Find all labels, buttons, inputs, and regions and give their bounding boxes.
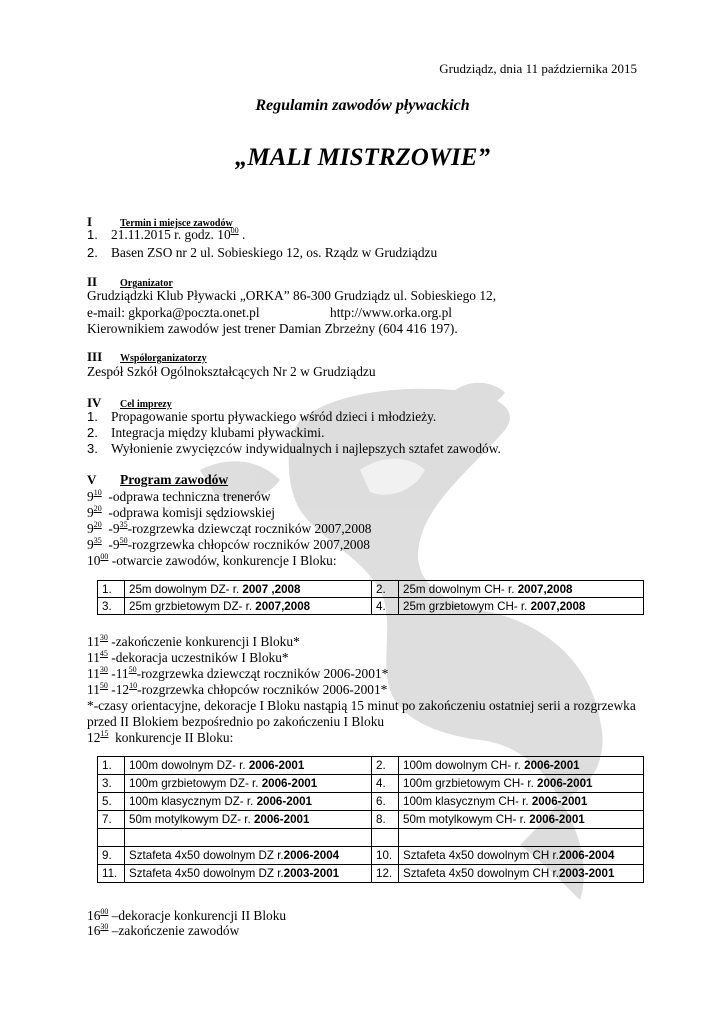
table-cell [125, 829, 372, 847]
table-cell [399, 598, 644, 615]
schedule-text: -otwarcie zawodów, konkurencje I Bloku: [108, 553, 337, 568]
schedule-entry [87, 634, 300, 650]
table-cell [98, 775, 125, 793]
event-text: 3. [102, 777, 112, 790]
table-cell [98, 811, 125, 829]
schedule-entry [87, 521, 371, 537]
schedule-entry [87, 537, 370, 553]
event-text: Sztafeta 4x50 dowolnym CH r. [403, 849, 559, 862]
event-text: 25m dowolnym DZ- r. [129, 582, 243, 596]
table-cell [399, 793, 644, 811]
event-years: 2007,2008 [255, 599, 311, 613]
event-text: 11. [102, 867, 118, 880]
time-minutes: 00 [100, 552, 109, 561]
table-cell [98, 757, 125, 775]
schedule-text: -odprawa techniczna trenerów [101, 489, 271, 504]
list-number: 1. [87, 409, 98, 424]
list-item [87, 425, 324, 441]
schedule-text: -odprawa komisji sędziowskiej [101, 505, 276, 520]
event-years: 2006-2001 [537, 777, 593, 790]
event-years: 2007,2008 [517, 582, 573, 596]
time-hour: 16 [87, 923, 101, 938]
list-item [87, 409, 436, 425]
coorganizer-line: Zespół Szkół Ogólnokształcących Nr 2 w Grudziądzu [87, 364, 376, 379]
table-cell [125, 775, 372, 793]
event-text: 100m klasycznym CH- r. [403, 795, 532, 808]
table-cell [125, 793, 372, 811]
schedule-entry [87, 908, 286, 924]
event-text: 4. [376, 777, 386, 790]
table-row [98, 581, 644, 598]
section-number: I [87, 214, 93, 229]
time-hour: 11 [87, 666, 100, 681]
time-minutes: 35 [93, 536, 102, 545]
section-title: Organizator [120, 278, 173, 289]
list-text: Integracja między klubami pływackimi. [111, 425, 325, 440]
table-cell [372, 581, 399, 598]
event-text: 100m grzbietowym CH- r. [403, 777, 538, 790]
document-date: Grudziądz, dnia 11 października 2015 [439, 61, 637, 76]
schedule-entry [87, 505, 275, 521]
document-subtitle: Regulamin zawodów pływackich [255, 97, 470, 114]
table-cell [125, 757, 372, 775]
time-minutes: 30 [99, 633, 108, 642]
table-cell [125, 598, 372, 615]
list-text: Wyłonienie zwycięzców indywidualnych i najlepszych sztafet zawodów. [111, 441, 501, 456]
list-number: 2. [87, 245, 98, 260]
schedule-entry [87, 489, 271, 505]
schedule-text: -rozgrzewka chłopców roczników 2007,2008 [127, 537, 370, 552]
event-text: 100m dowolnym DZ- r. [129, 759, 249, 772]
event-text: 8. [376, 813, 386, 826]
time-hour: 11 [87, 634, 100, 649]
table-cell [98, 865, 125, 883]
time-minutes: 50 [128, 665, 137, 674]
time-hour: 10 [87, 553, 101, 568]
table-cell [125, 811, 372, 829]
time-minutes: 20 [93, 520, 102, 529]
schedule-entry [87, 682, 387, 698]
schedule-text: konkurencje II Bloku: [108, 730, 234, 745]
schedule-text: –dekoracje konkurencji II Bloku [108, 908, 287, 923]
timing-note: *-czasy orientacyjne, dekoracje I Bloku nastąpią 15 minut po zakończeniu ostatniej serii a rozgrzewka [87, 698, 636, 713]
schedule-entry [87, 666, 388, 682]
table-cell [125, 847, 372, 865]
list-number: 2. [87, 425, 98, 440]
table-cell [372, 865, 399, 883]
event-text: Sztafeta 4x50 dowolnym DZ r. [129, 849, 284, 862]
table-cell [125, 865, 372, 883]
section-title: Cel imprezy [120, 399, 172, 410]
time-minutes: 30 [99, 665, 108, 674]
event-years: 2006-2001 [529, 813, 585, 826]
table-row [98, 829, 644, 847]
table-cell [372, 757, 399, 775]
event-text: 1. [102, 759, 112, 772]
schedule-text: –zakończenie zawodów [108, 923, 240, 938]
event-years: 2006-2001 [248, 759, 305, 772]
table-row [98, 847, 644, 865]
time-hour: 9 [87, 489, 94, 504]
schedule-entry [87, 650, 289, 666]
schedule-text: -rozgrzewka dziewcząt roczników 2006-2001* [136, 666, 389, 681]
block-1-events-table [97, 580, 644, 615]
table-cell [372, 775, 399, 793]
schedule-entry [87, 553, 337, 569]
event-text: 25m grzbietowym DZ- r. [129, 599, 256, 613]
list-item [87, 227, 245, 243]
event-text: 25m dowolnym CH- r. [403, 582, 518, 596]
event-years: 2006-2004 [283, 849, 340, 862]
organizer-website: http://www.orka.org.pl [330, 305, 452, 320]
section-heading-5 [87, 472, 228, 488]
list-text-end: . [238, 227, 246, 242]
organizer-line: Grudziądzki Klub Pływacki „ORKA” 86-300 Grudziądz ul. Sobieskiego 12, [87, 288, 497, 303]
schedule-text: -rozgrzewka chłopców roczników 2006-2001* [137, 682, 388, 697]
table-cell [98, 829, 125, 847]
event-text: 7. [102, 813, 112, 826]
event-text: 3. [102, 599, 112, 613]
time-hour: 9 [87, 521, 94, 536]
table-cell [399, 775, 644, 793]
schedule-entry [87, 923, 239, 939]
time-minutes: 10 [93, 488, 102, 497]
section-title: Termin i miejsce zawodów [120, 218, 233, 229]
event-text: Sztafeta 4x50 dowolnym CH r. [403, 867, 559, 880]
table-row [98, 811, 644, 829]
time-minutes: 00 [100, 907, 109, 916]
time-minutes: 00 [230, 226, 239, 235]
section-number: IV [87, 395, 102, 410]
table-cell [372, 793, 399, 811]
list-text: 21.11.2015 r. godz. 10 [111, 227, 231, 242]
table-cell [372, 847, 399, 865]
time-minutes: 45 [99, 649, 108, 658]
event-text: 5. [102, 795, 112, 808]
list-number: 3. [87, 441, 98, 456]
table-cell [399, 757, 644, 775]
list-text: Basen ZSO nr 2 ul. Sobieskiego 12, os. Rządz w Grudziądzu [111, 245, 438, 260]
document-title: „MALI MISTRZOWIE” [235, 144, 490, 171]
time-hour: 9 [87, 537, 94, 552]
schedule-text: -9 [101, 537, 120, 552]
table-cell [372, 598, 399, 615]
list-text: Propagowanie sportu pływackiego wśród dzieci i młodzieży. [111, 409, 437, 424]
table-cell [372, 829, 399, 847]
time-minutes: 10 [129, 681, 138, 690]
organizer-email: e-mail: gkporka@poczta.onet.pl [87, 305, 260, 320]
time-minutes: 50 [99, 681, 108, 690]
event-text: 4. [376, 599, 386, 613]
table-cell [399, 581, 644, 598]
event-years: 2003-2001 [283, 867, 340, 880]
event-text: Sztafeta 4x50 dowolnym DZ r. [129, 867, 284, 880]
event-years: 2007 ,2008 [242, 582, 301, 596]
event-years: 2006-2001 [531, 795, 588, 808]
event-text: 2. [376, 582, 386, 596]
event-years: 2006-2001 [261, 777, 318, 790]
time-minutes: 30 [100, 922, 109, 931]
section-heading-3 [87, 349, 207, 365]
event-text: 1. [102, 582, 112, 596]
schedule-text: -rozgrzewka dziewcząt roczników 2007,2008 [127, 521, 372, 536]
table-cell [98, 581, 125, 598]
table-cell [399, 811, 644, 829]
event-years: 2007,2008 [530, 599, 586, 613]
event-text: 100m klasycznym DZ- r. [129, 795, 257, 808]
time-minutes: 15 [100, 729, 109, 738]
table-cell [98, 847, 125, 865]
section-title: Program zawodów [120, 472, 229, 487]
table-cell [372, 811, 399, 829]
schedule-text: -9 [101, 521, 120, 536]
time-hour: 11 [87, 682, 100, 697]
time-hour: 16 [87, 908, 101, 923]
table-row [98, 598, 644, 615]
organizer-manager: Kierownikiem zawodów jest trener Damian Zbrzeżny (604 416 197). [87, 321, 458, 336]
event-text: 2. [376, 759, 386, 772]
table-row [98, 757, 644, 775]
time-hour: 11 [87, 650, 100, 665]
event-text: 6. [376, 795, 386, 808]
schedule-text: -dekoracja uczestników I Bloku* [107, 650, 289, 665]
block-2-events-table [97, 756, 644, 883]
table-cell [125, 581, 372, 598]
time-minutes: 35 [119, 520, 128, 529]
event-text: 100m grzbietowym DZ- r. [129, 777, 262, 790]
section-title: Współorganizatorzy [120, 353, 207, 364]
table-row [98, 793, 644, 811]
event-text: 12. [376, 867, 393, 880]
event-text: 9. [102, 849, 112, 862]
table-cell [98, 793, 125, 811]
event-years: 2006-2004 [558, 849, 615, 862]
list-number: 1. [87, 227, 98, 242]
table-row [98, 775, 644, 793]
event-text: 25m grzbietowym CH- r. [403, 599, 531, 613]
event-text: 100m dowolnym CH- r. [403, 759, 525, 772]
timing-note-continued: przed II Blokiem bezpośrednio po zakończeniu I Bloku [87, 714, 385, 729]
event-text: 10. [376, 849, 393, 862]
event-years: 2006-2001 [253, 813, 310, 826]
schedule-text: -11 [107, 666, 129, 681]
time-minutes: 20 [93, 504, 102, 513]
time-minutes: 50 [119, 536, 128, 545]
list-item [87, 441, 501, 457]
event-years: 2006-2001 [524, 759, 580, 772]
table-cell [399, 829, 644, 847]
table-cell [98, 598, 125, 615]
table-cell [399, 847, 644, 865]
table-cell [399, 865, 644, 883]
section-number: III [87, 349, 103, 364]
event-years: 2003-2001 [558, 867, 615, 880]
time-hour: 12 [87, 730, 101, 745]
section-number: V [87, 472, 97, 487]
schedule-entry [87, 730, 233, 746]
event-text: 50m motylkowym CH- r. [403, 813, 530, 826]
event-text: 50m motylkowym DZ- r. [129, 813, 254, 826]
list-item [87, 245, 437, 261]
schedule-text: -12 [107, 682, 130, 697]
event-years: 2006-2001 [256, 795, 313, 808]
schedule-text: -zakończenie konkurencji I Bloku* [107, 634, 300, 649]
section-number: II [87, 274, 98, 289]
table-row [98, 865, 644, 883]
time-hour: 9 [87, 505, 94, 520]
